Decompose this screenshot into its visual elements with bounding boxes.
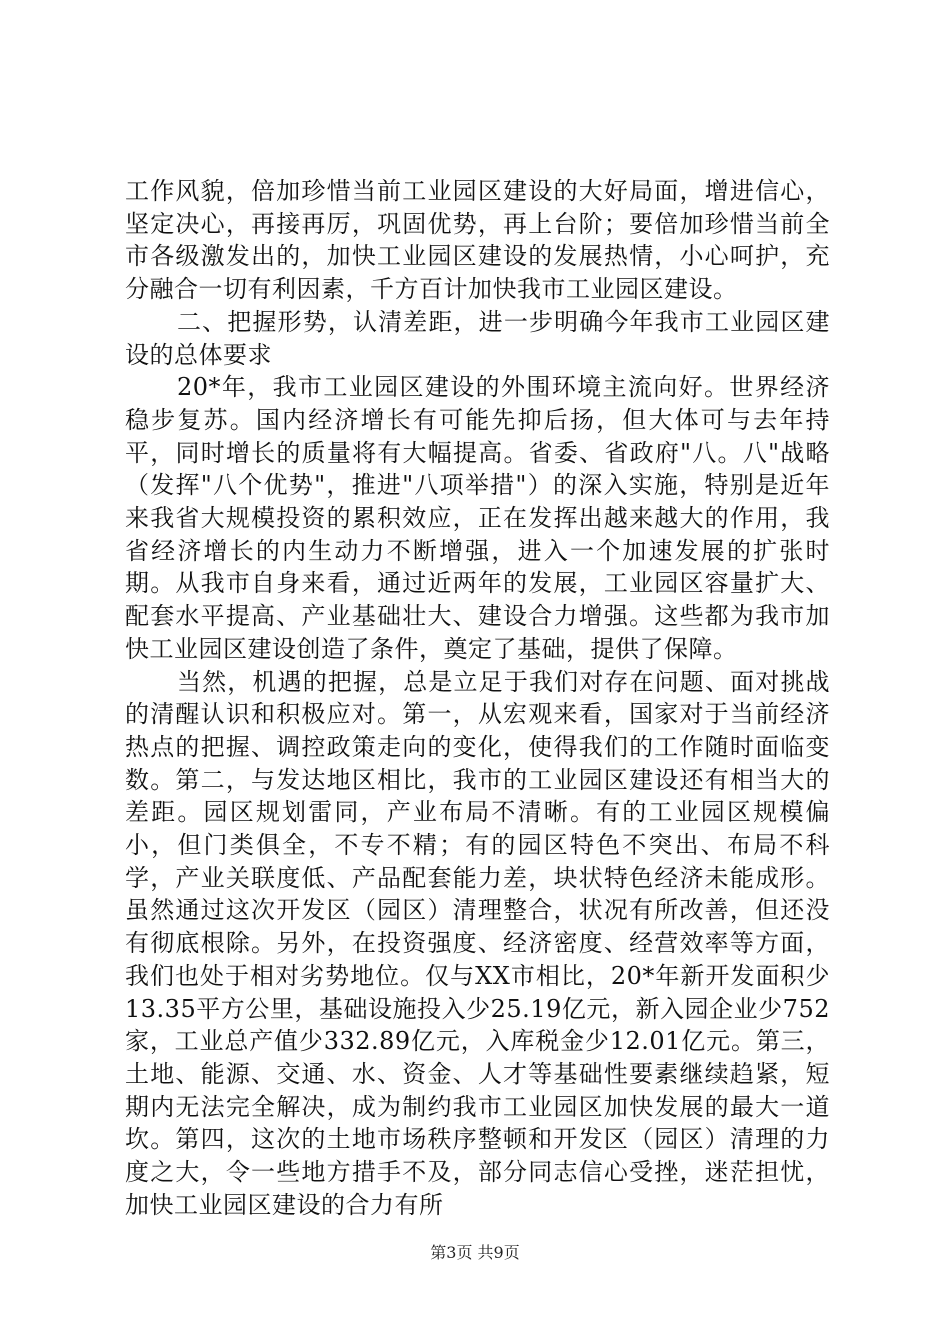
section-heading-2: 二、把握形势，认清差距，进一步明确今年我市工业园区建设的总体要求: [125, 307, 830, 369]
paragraph-3: 20*年，我市工业园区建设的外围环境主流向好。世界经济稳步复苏。国内经济增长有可能先抑后扬，但大体可与去年持平，同时增长的质量将有大幅提高。省委、省政府"八。八"战略（发挥"八个优势"，推进"八项举措"）的深入实施，特别是近年来我省大规模投资的累积效应，正在发挥出越来越大的作用，我省经济增长的内生动力不断增强，进入一个加速发展的扩张时期。从我市自身来看，通过近两年的发展，工业园区容量扩大、配套水平提高、产业基础壮大、建设合力增强。这些都为我市加快工业园区建设创造了条件，奠定了基础，提供了保障。: [125, 373, 830, 663]
paragraph-1: 工作风貌，倍加珍惜当前工业园区建设的大好局面，增进信心，坚定决心，再接再厉，巩固优势，再上台阶；要倍加珍惜当前全市各级激发出的，加快工业园区建设的发展热情，小心呵护，充分融合一切有利因素，千方百计加快我市工业园区建设。: [125, 177, 830, 304]
page-number-footer: 第3页 共9页: [430, 1243, 520, 1262]
document-body: [125, 175, 830, 1222]
paragraph-4: 当然，机遇的把握，总是立足于我们对存在问题、面对挑战的清醒认识和积极应对。第一，从宏观来看，国家对于当前经济热点的把握、调控政策走向的变化，使得我们的工作随时面临变数。第二，与发达地区相比，我市的工业园区建设还有相当大的差距。园区规划雷同，产业布局不清晰。有的工业园区规模偏小，但门类俱全，不专不精；有的园区特色不突出、布局不科学，产业关联度低、产品配套能力差，块状特色经济未能成形。虽然通过这次开发区（园区）清理整合，状况有所改善，但还没有彻底根除。另外，在投资强度、经济密度、经营效率等方面，我们也处于相对劣势地位。仅与XX市相比，20*年新开发面积少13.35平方公里，基础设施投入少25.19亿元，新入园企业少752家，工业总产值少332.89亿元，入库税金少12.01亿元。第三，土地、能源、交通、水、资金、人才等基础性要素继续趋紧，短期内无法完全解决，成为制约我市工业园区加快发展的最大一道坎。第四，这次的土地市场秩序整顿和开发区（园区）清理的力度之大，令一些地方措手不及，部分同志信心受挫，迷茫担忧，加快工业园区建设的合力有所: [125, 667, 830, 1219]
